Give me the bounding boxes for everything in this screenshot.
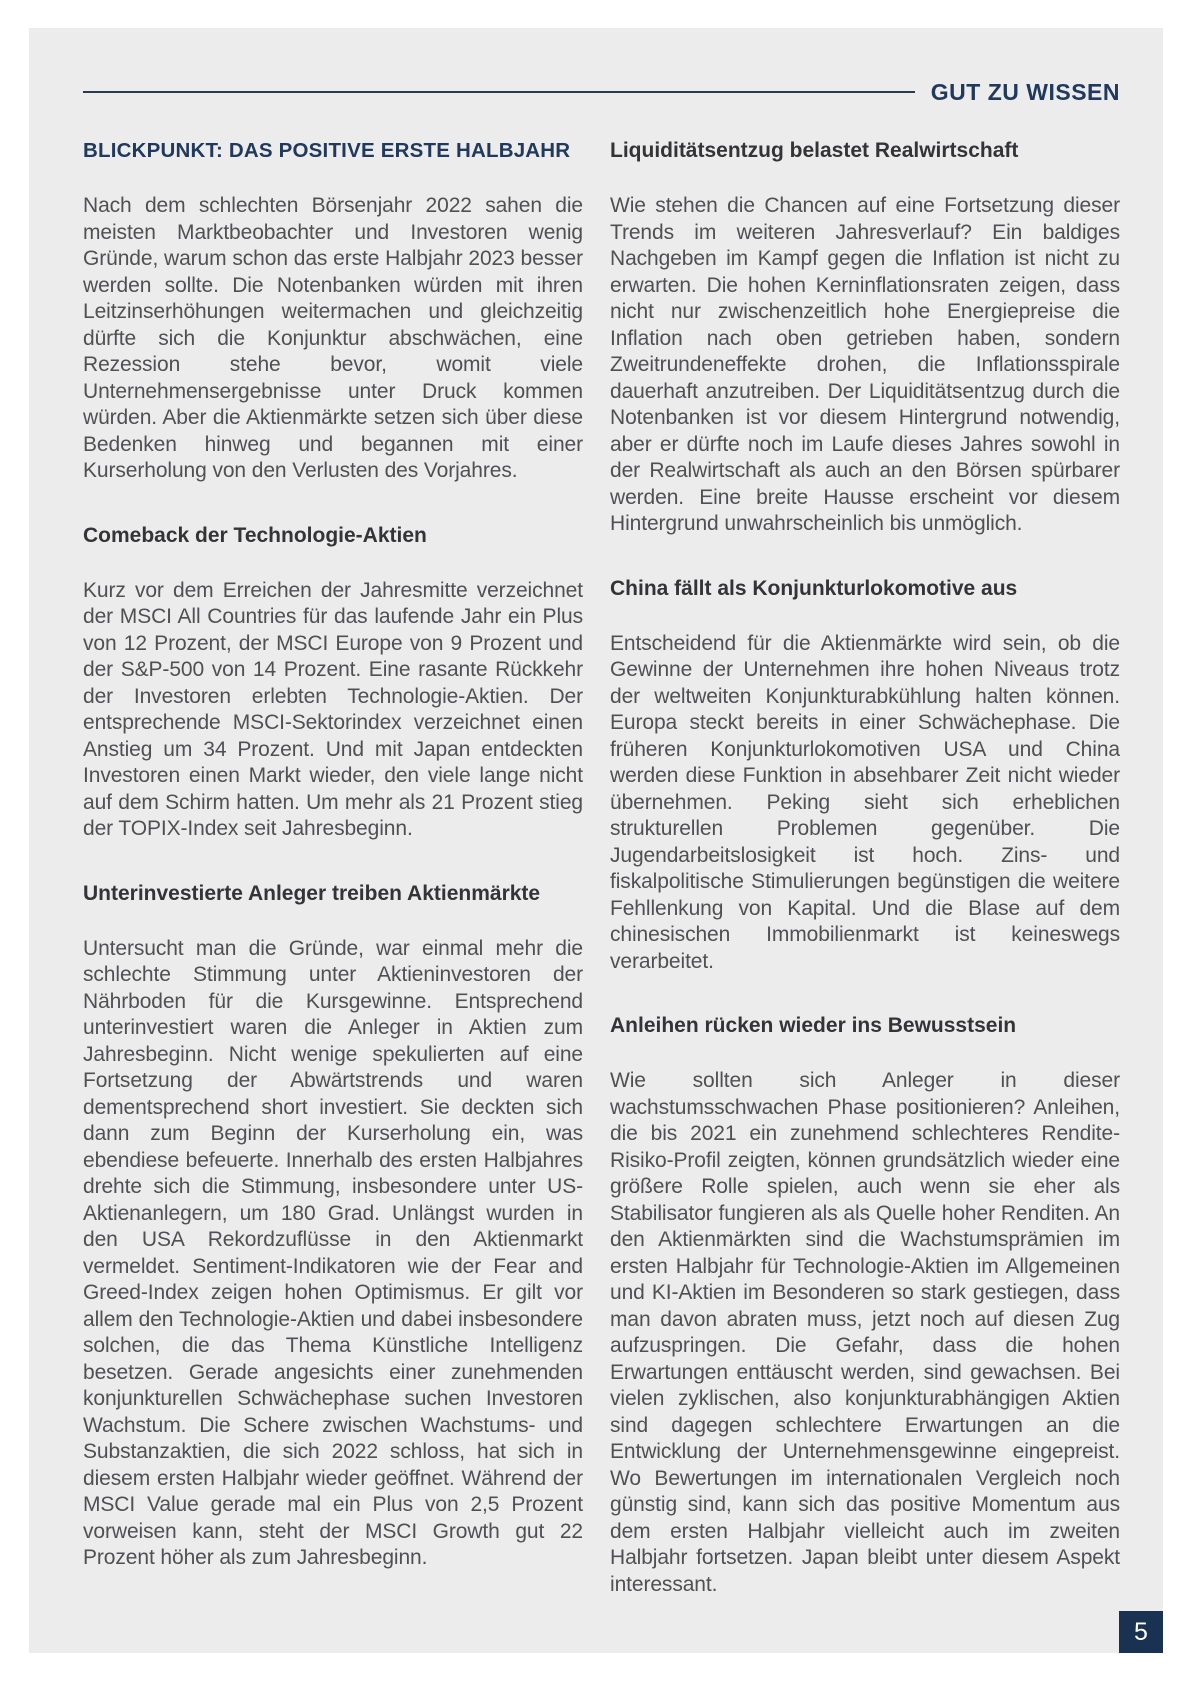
body-paragraph: Wie sollten sich Anleger in dieser wachstumsschwachen Phase positionieren? Anleihen, die bis 2021 ein zunehmend schlechteres Rendite-Risiko-Profil zeigten, können grundsätzlich wieder eine größere Rolle spielen, auch wenn sie eher als Stabilisator fungieren als als Quelle hoher Renditen. An den Aktienmärkten sind die Wachstumsprämien im ersten Halbjahr für Technologie-Aktien im Allgemeinen und KI-Aktien im Besonderen so stark gestiegen, dass man davon abraten muss, jetzt noch auf diesen Zug aufzuspringen. Die Gefahr, dass die hohen Erwartungen enttäuscht werden, sind gewachsen. Bei vielen zyklischen, also konjunkturabhängigen Aktien sind dagegen schlechtere Erwartungen an die Entwicklung der Unternehmensgewinne eingepreist. Wo Bewertungen im internationalen Vergleich noch günstig sind, kann sich das positive Momentum aus dem ersten Halbjahr vielleicht auch im zweiten Halbjahr fortsetzen. Japan bleibt unter diesem Aspekt interessant.	[610, 1069, 1120, 1596]
section-heading: Comeback der Technologie-Aktien	[83, 523, 427, 547]
body-paragraph: Nach dem schlechten Börsenjahr 2022 sahen die meisten Marktbeobachter und Investoren wenig Gründe, warum schon das erste Halbjahr 2023 besser werden sollte. Die Notenbanken würden mit ihren Leitzinserhöhungen weitermachen und gleichzeitig dürfte sich die Konjunktur abschwächen, eine Rezession stehe bevor, womit viele Unternehmensergebnisse unter Druck kommen würden. Aber die Aktienmärkte setzen sich über diese Bedenken hinweg und begannen mit einer Kurserholung von den Verlusten des Vorjahres.	[83, 194, 583, 482]
section-heading: Unterinvestierte Anleger treiben Aktienmärkte	[83, 881, 541, 905]
section-heading: China fällt als Konjunkturlokomotive aus	[610, 576, 1018, 600]
section-kicker: GUT ZU WISSEN	[930, 78, 1120, 105]
page-header	[83, 80, 1120, 104]
body-paragraph: Untersucht man die Gründe, war einmal mehr die schlechte Stimmung unter Aktieninvestoren der Nährboden für die Kursgewinne. Entsprechend unterinvestiert waren die Anleger in Aktien zum Jahresbeginn. Nicht wenige spekulierten auf eine Fortsetzung der Abwärtstrends und waren dementsprechend short investiert. Sie deckten sich dann zum Beginn der Kurserholung ein, was ebendiese befeuerte. Innerhalb des ersten Halbjahres drehte sich die Stimmung, insbesondere unter US-Aktienanlegern, um 180 Grad. Unlängst wurden in den USA Rekordzuflüsse in den Aktienmarkt vermeldet. Sentiment-Indikatoren wie der Fear and Greed-Index zeigen hohen Optimismus. Er gilt vor allem den Technologie-Aktien und dabei insbesondere solchen, die das Thema Künstliche Intelligenz besetzen. Gerade angesichts einer zunehmenden konjunkturellen Schwächephase suchen Investoren Wachstum. Die Schere zwischen Wachstums- und Substanzaktien, die sich 2022 schloss, hat sich in diesem ersten Halbjahr wieder geöffnet. Während der MSCI Value gerade mal ein Plus von 2,5 Prozent vorweisen kann, steht der MSCI Growth gut 22 Prozent höher als zum Jahresbeginn.	[83, 936, 583, 1569]
right-column	[610, 138, 1120, 1598]
magazine-page	[29, 28, 1163, 1653]
left-column	[83, 138, 583, 1598]
body-paragraph: Wie stehen die Chancen auf eine Fortsetzung dieser Trends im weiteren Jahresverlauf? Ein baldiges Nachgeben im Kampf gegen die Inflation ist nicht zu erwarten. Die hohen Kerninflationsraten zeigen, dass nicht nur zwischenzeitlich hohe Energiepreise die Inflation nach oben getrieben haben, sondern Zweitrundeneffekte drohen, die Inflationsspirale dauerhaft anzutreiben. Der Liquiditätsentzug durch die Notenbanken ist vor diesem Hintergrund notwendig, aber er dürfte noch im Laufe dieses Jahres sowohl in der Realwirtschaft als auch an den Börsen spürbarer werden. Eine breite Hausse erscheint vor diesem Hintergrund unwahrscheinlich bis unmöglich.	[610, 194, 1120, 535]
page-number-badge: 5	[1119, 1611, 1163, 1653]
section-heading: Liquiditätsentzug belastet Realwirtschaft	[610, 139, 1019, 162]
section-title: BLICKPUNKT: DAS POSITIVE ERSTE HALBJAHR	[83, 139, 571, 162]
article-columns	[83, 138, 1120, 1598]
body-paragraph: Entscheidend für die Aktienmärkte wird sein, ob die Gewinne der Unternehmen ihre hohen Niveaus trotz der weltweiten Konjunkturabkühlung halten können. Europa steckt bereits in einer Schwächephase. Die früheren Konjunkturlokomotiven USA und China werden diese Funktion in absehbarer Zeit nicht wieder übernehmen. Peking sieht sich erheblichen strukturellen Problemen gegenüber. Die Jugendarbeitslosigkeit ist hoch. Zins- und fiskalpolitische Stimulierungen begünstigen die weitere Fehllenkung von Kapital. Und die Blase auf dem chinesischen Immobilienmarkt ist keineswegs verarbeitet.	[610, 631, 1120, 973]
body-paragraph: Kurz vor dem Erreichen der Jahresmitte verzeichnet der MSCI All Countries für das laufende Jahr ein Plus von 12 Prozent, der MSCI Europe von 9 Prozent und der S&P-500 von 14 Prozent. Eine rasante Rückkehr der Investoren erlebten Technologie-Aktien. Der entsprechende MSCI-Sektorindex verzeichnet einen Anstieg um 34 Prozent. Und mit Japan entdeckten Investoren einen Markt wieder, den viele lange nicht auf dem Schirm hatten. Um mehr als 21 Prozent stieg der TOPIX-Index seit Jahresbeginn.	[83, 578, 583, 840]
header-rule	[83, 91, 915, 93]
section-heading: Anleihen rücken wieder ins Bewusstsein	[610, 1014, 1017, 1037]
